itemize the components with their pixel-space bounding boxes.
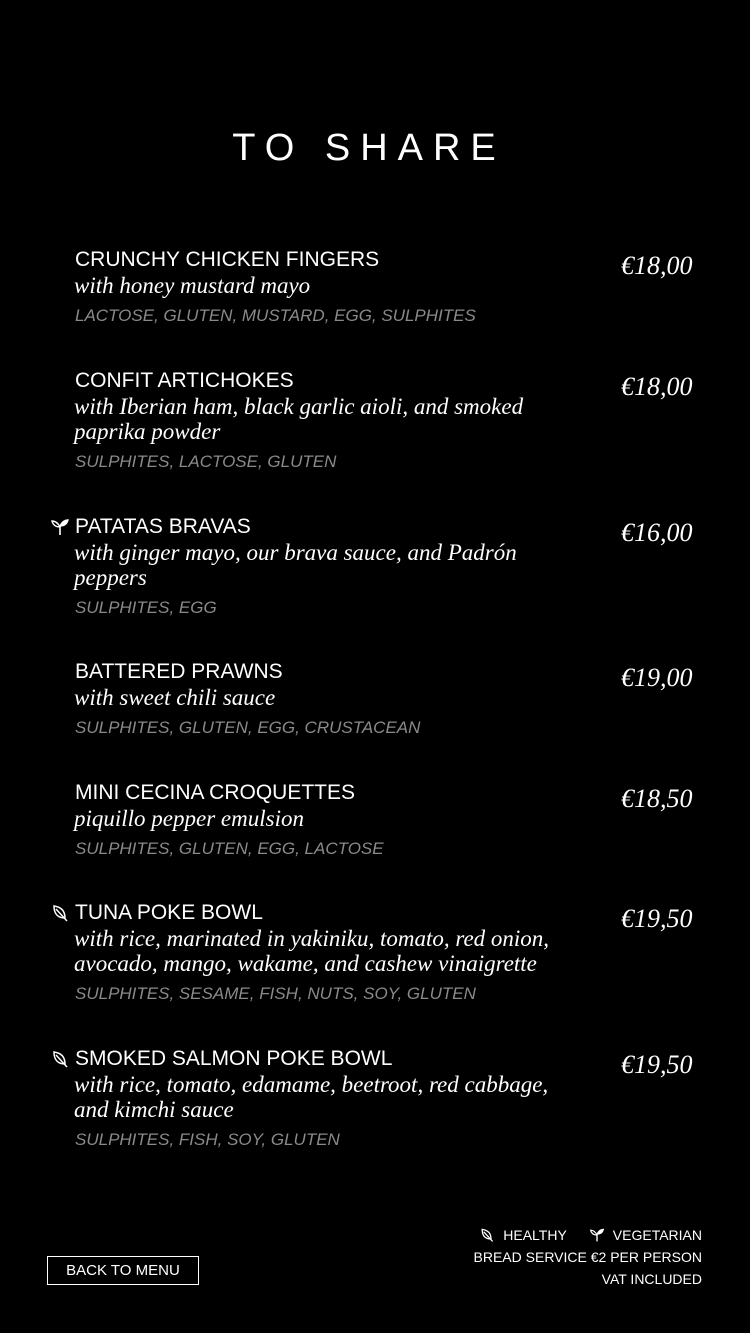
vegetarian-icon (589, 1227, 605, 1243)
healthy-icon (50, 903, 70, 923)
vegetarian-icon (50, 517, 70, 537)
item-price: €16,00 (621, 518, 693, 547)
back-to-menu-button[interactable]: BACK TO MENU (47, 1256, 199, 1285)
item-allergens: LACTOSE, GLUTEN, MUSTARD, EGG, SULPHITES (75, 306, 476, 325)
item-price: €18,00 (621, 372, 693, 401)
item-name: PATATAS BRAVAS (75, 515, 251, 538)
item-name: BATTERED PRAWNS (75, 660, 283, 683)
legend-vegetarian (589, 1227, 702, 1243)
item-allergens: SULPHITES, SESAME, FISH, NUTS, SOY, GLUTEN (75, 984, 476, 1003)
vat-note: VAT INCLUDED (601, 1271, 702, 1287)
item-price: €18,50 (621, 784, 693, 813)
legend-healthy (479, 1227, 567, 1243)
item-name: CRUNCHY CHICKEN FINGERS (75, 248, 380, 271)
item-name: MINI CECINA CROQUETTES (75, 781, 356, 804)
item-name: CONFIT ARTICHOKES (75, 369, 294, 392)
legend (457, 1224, 702, 1290)
item-price: €19,50 (621, 904, 693, 933)
item-allergens: SULPHITES, LACTOSE, GLUTEN (75, 452, 337, 471)
item-description: with Iberian ham, black garlic aioli, and smoked paprika powder (74, 394, 524, 444)
item-description: with ginger mayo, our brava sauce, and Padrón peppers (74, 540, 517, 590)
item-description: with rice, marinated in yakiniku, tomato, red onion, avocado, mango, wakame, and cashew vinaigrette (74, 926, 550, 976)
item-description: with honey mustard mayo (74, 273, 311, 298)
page-title: TO SHARE (232, 127, 506, 170)
item-price: €19,00 (621, 663, 693, 692)
item-allergens: SULPHITES, GLUTEN, EGG, CRUSTACEAN (75, 718, 421, 737)
item-allergens: SULPHITES, GLUTEN, EGG, LACTOSE (75, 839, 384, 858)
item-name: SMOKED SALMON POKE BOWL (75, 1047, 393, 1070)
item-description: with rice, tomato, edamame, beetroot, red cabbage, and kimchi sauce (74, 1072, 549, 1122)
item-allergens: SULPHITES, EGG (75, 598, 217, 617)
healthy-icon (479, 1227, 495, 1243)
item-description: with sweet chili sauce (74, 685, 276, 710)
item-allergens: SULPHITES, FISH, SOY, GLUTEN (75, 1130, 340, 1149)
legend-icons-row (457, 1224, 702, 1246)
item-name: TUNA POKE BOWL (75, 901, 263, 924)
item-price: €18,00 (621, 251, 693, 280)
healthy-icon (50, 1049, 70, 1069)
item-description: piquillo pepper emulsion (74, 806, 304, 831)
bread-service-note: BREAD SERVICE €2 PER PERSON (473, 1249, 702, 1265)
legend-healthy-label: HEALTHY (503, 1227, 567, 1243)
item-price: €19,50 (621, 1050, 693, 1079)
legend-vegetarian-label: VEGETARIAN (612, 1227, 702, 1243)
